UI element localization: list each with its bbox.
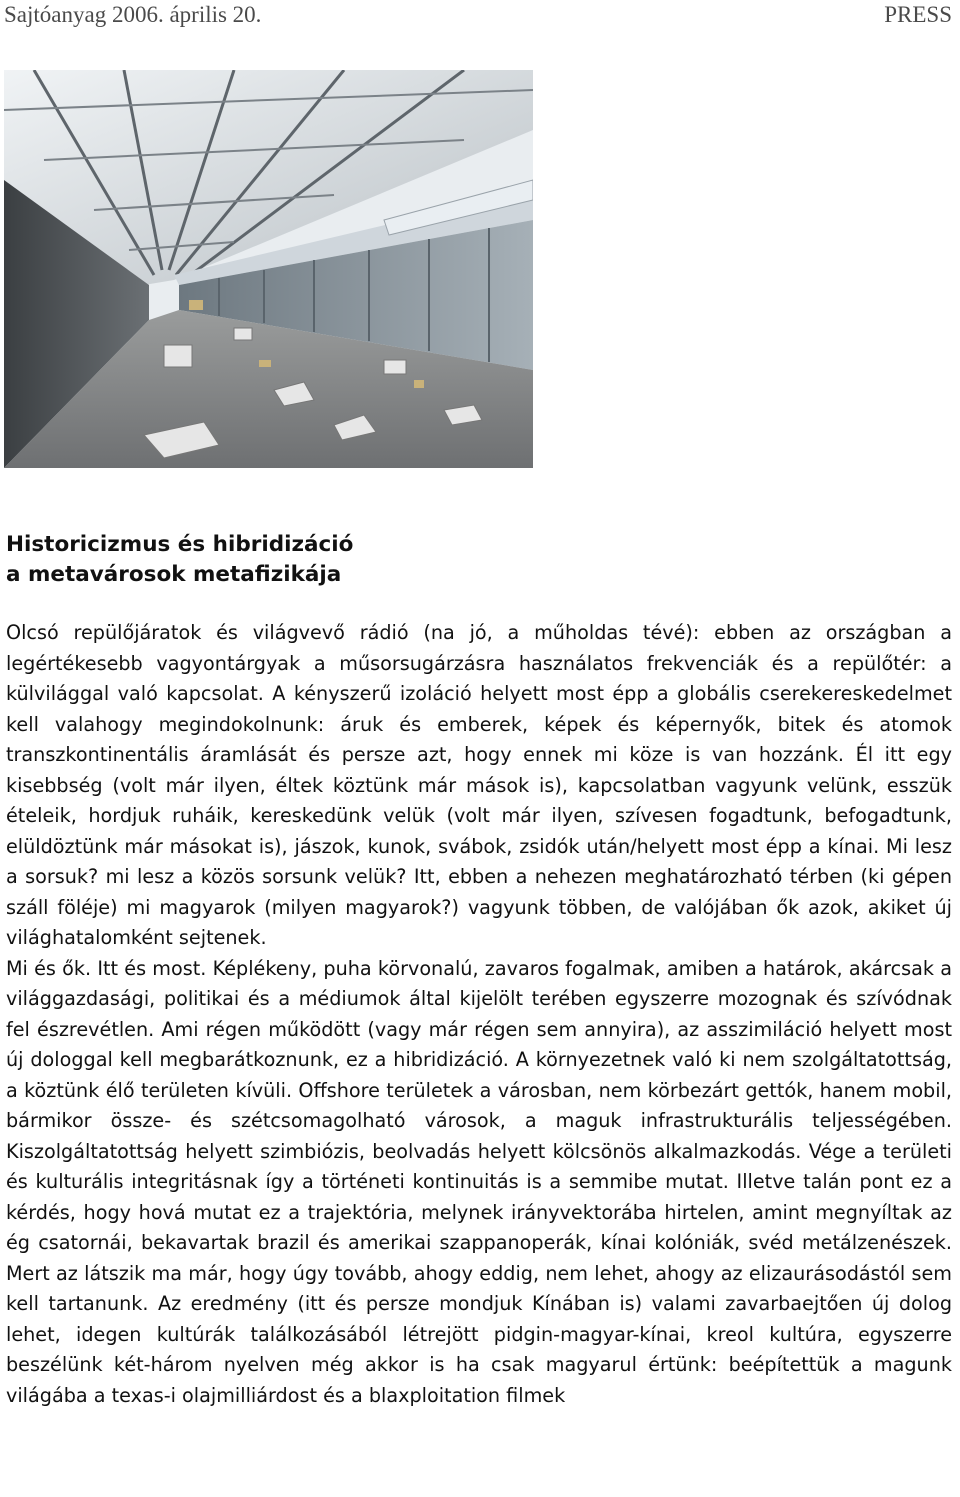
header-press-label: PRESS — [884, 2, 952, 27]
header-date: Sajtóanyag 2006. április 20. — [4, 2, 262, 27]
article-body — [6, 618, 952, 1411]
article-title-line2: a metavárosok metafizikája — [6, 562, 342, 587]
article-paragraph-1: Olcsó repülőjáratok és világvevő rádió (na jó, a műholdas tévé): ebben az országban a legértékesebb vagyontárgyak a műsorsugárzásra használatos frekvenciák és a repülőtér: a külvilággal való kapcsolat. A kényszerű izoláció helyett most épp a globális cserekereskedelmet kell valahogy megindokolnunk: áruk és emberek, képek és képernyők, bitek és atomok transzkontinentális áramlását és persze azt, hogy ennek mi köze is van hozzánk. Él itt egy kisebbség (volt már ilyen, éltek köztünk már mások is), kapcsolatban vagyunk velünk, esszük ételeik, hordjuk ruháik, kereskedünk velük (volt már ilyen, szívesen fogadtunk, befogadtunk, elüldöztünk már másokat is), jászok, kunok, svábok, zsidók után/helyett most épp a kínai. Mi lesz a sorsuk? mi lesz a közös sorsunk velük? Itt, ebben a nehezen meghatározható térben (ki gépen száll föléje) mi magyarok (milyen magyarok?) vagyunk többen, de valójában ők azok, akiket új világhatalomként sejtenek. — [6, 621, 952, 949]
article-paragraph-2: Mi és ők. Itt és most. Képlékeny, puha körvonalú, zavaros fogalmak, amiben a határok, akárcsak a világgazdasági, politikai és a médiumok által kijelölt terében egyszerre mozognak és szívódnak fel észrevétlen. Ami régen működött (vagy már régen sem annyira), az asszimiláció helyett most új dologgal kell megbarátkoznunk, ez a hibridizáció. A környezetnek való ki nem szolgáltatottság, a köztünk élő területen kívüli. Offshore területek a városban, nem körbezárt gettók, hanem mobil, bármikor össze- és szétcsomagolható városok, a maguk infrastrukturális teljességében. Kiszolgáltatottság helyett szimbiózis, beolvadás helyett kölcsönös alkalmazkodás. Vége a területi és kulturális integritásnak így a történeti kontinuitás is a semmibe mutat. Illetve talán pont ez a kérdés, hogy hová mutat ez a trajektória, melynek irányvektorába hirtelen, amint megnyíltak az ég csatornái, bekavartak brazil és amerikai szappanoperák, kínai kolóniák, svéd metálzenészek. Mert az látszik ma már, hogy úgy tovább, ahogy eddig, nem lehet, ahogy az elizaurásodástól sem kell tartanunk. Az eredmény (itt és persze mondjuk Kínában is) valami zavarbaejtően új dolog lehet, idegen kultúrák találkozásából létrejött pidgin-magyar-kínai, kreol kultúra, egyszerre beszélünk két-három nyelven még akkor is ha csak magyarul értünk: beépítettük a magunk világába a texas-i olajmilliárdost és a blaxploitation filmek — [6, 956, 952, 1407]
article-title — [6, 530, 946, 590]
market-corridor-photo-illustration — [4, 70, 533, 468]
market-corridor-photo — [4, 70, 533, 468]
article-title-line1: Historicizmus és hibridizáció — [6, 532, 354, 557]
